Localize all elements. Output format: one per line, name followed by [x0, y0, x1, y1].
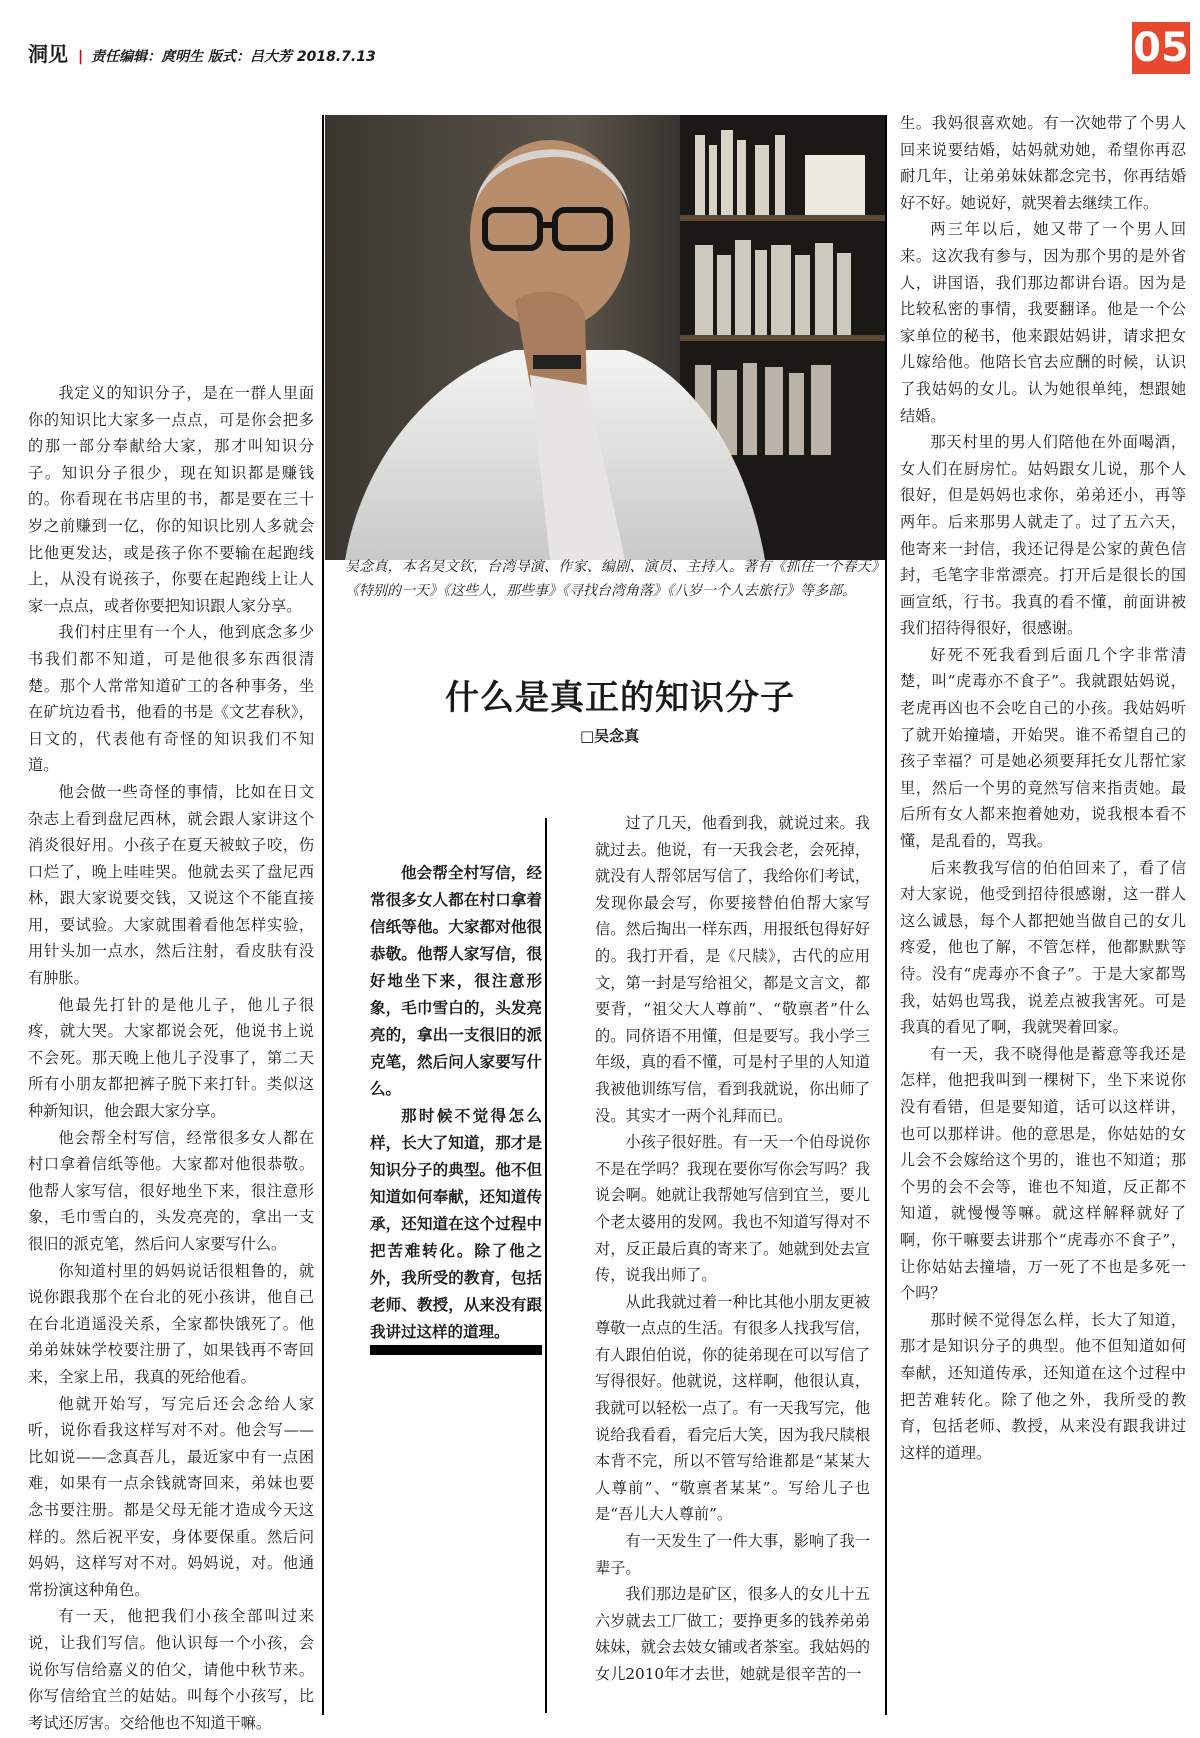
paragraph: 从此我就过着一种比其他小朋友更被尊敬一点点的生活。有很多人找我写信，有人跟伯伯说，你的徒弟现在可以写信了写得很好。他就说，这样啊，他很认真，我就可以轻松一点了。有一天我写完，他说给我看看，看完后大笑，因为我尺牍根本背不完，所以不管写给谁都是“某某大人尊前”、“敬禀者某某”。写给儿子也是“吾儿大人尊前”。: [595, 1292, 870, 1524]
column-divider: [885, 115, 887, 1715]
author-photo: [325, 115, 885, 560]
paragraph: 我们那边是矿区，很多人的女儿十五六岁就去工厂做工；要挣更多的钱养弟弟妹妹，就会去妓女铺或者茶室。我姑妈的女儿2010年才去世，她就是很辛苦的一: [595, 1585, 870, 1683]
paragraph: 两三年以后，她又带了一个男人回来。这次我有参与，因为那个男的是外省人，讲国语，我们那边都讲台语。因为是比较私密的事情，我要翻译。他是一个公家单位的秘书，他来跟姑妈讲，请求把女儿嫁给他。他陪长官去应酬的时候，认识了我姑妈的女儿。认为她很单纯，想跟她结婚。: [900, 220, 1186, 425]
paragraph: 好死不死我看到后面几个字非常清楚，叫“虎毒亦不食子”。我就跟姑妈说，老虎再凶也不会吃自己的小孩。我姑妈听了就开始撞墙，开始哭。谁不希望自己的孩子幸福？可是她必须要拜托女儿帮忙家里，然后一个男的竟然写信来指责她。最后所有女人都来抱着她劝，说我根本看不懂，是乱看的，骂我。: [900, 645, 1186, 851]
paragraph: 那时候不觉得怎么样，长大了知道，那才是知识分子的典型。他不但知道如何奉献，还知道传承，还知道在这个过程中把苦难转化。除了他之外，我所受的教育，包括老师、教授，从来没有跟我讲过这样的道理。: [900, 1310, 1186, 1462]
paragraph: 有一天发生了一件大事，影响了我一辈子。: [595, 1532, 870, 1577]
paragraph: 他会帮全村写信，经常很多女人都在村口拿着信纸等他。大家都对他很恭敬。他帮人家写信，很好地坐下来，很注意形象，毛巾雪白的，头发亮亮的，拿出一支很旧的派克笔，然后问人家要写什么。: [28, 1128, 314, 1253]
paragraph: 生。我妈很喜欢她。有一次她带了个男人回来说要结婚，姑妈就劝她，希望你再忍耐几年，让弟弟妹妹都念完书，你再结婚好不好。她说好，就哭着去继续工作。: [900, 114, 1186, 212]
column-divider: [545, 818, 547, 1713]
header-divider: |: [78, 49, 84, 65]
section-name: 洞见: [28, 42, 68, 66]
page-number: 05: [1132, 22, 1190, 74]
article-author: □吴念真: [580, 727, 640, 745]
article-title: 什么是真正的知识分子: [445, 678, 795, 718]
paragraph: 我们村庄里有一个人，他到底念多少书我们都不知道，可是他很多东西很清楚。那个人常常知道矿工的各种事务，坐在矿坑边看书，他看的书是《文艺春秋》，日文的，代表他有奇怪的知识我们不知道。: [28, 623, 314, 775]
paragraph: 那天村里的男人们陪他在外面喝酒，女人们在厨房忙。姑妈跟女儿说，那个人很好，但是妈妈也求你，弟弟还小，再等两年。后来那男人就走了。过了五六天，他寄来一封信，我还记得是公家的黄色信封，毛笔字非常漂亮。打开后是很长的国画宣纸，行书。我真的看不懂，前面讲被我们招待得很好，很感谢。: [900, 433, 1186, 638]
column-1: [28, 380, 314, 1732]
pull-quote-bar: [370, 1345, 542, 1355]
pull-quote-paragraph: 他会帮全村写信，经常很多女人都在村口拿着信纸等他。大家都对他很恭敬。他帮人家写信，很好地坐下来，很注意形象，毛巾雪白的，头发亮亮的，拿出一支很旧的派克笔，然后问人家要写什么。: [370, 864, 542, 1098]
pull-quote: [370, 860, 542, 1346]
page-header: [28, 38, 376, 67]
paragraph: 他会做一些奇怪的事情，比如在日文杂志上看到盘尼西林，就会跟人家讲这个消炎很好用。小孩子在夏天被蚊子咬，伤口烂了，晚上哇哇哭。他就去买了盘尼西林，跟大家说要交钱，又说这个不能直接用，要试验。大家就围着看他怎样实验，用针头加一点水，然后注射，看皮肤有没有肿胀。: [28, 782, 314, 988]
editor-info: 责任编辑：庹明生 版式：吕大芳 2018.7.13: [91, 49, 376, 65]
column-divider: [322, 115, 324, 1715]
paragraph: 后来教我写信的伯伯回来了，看了信对大家说，他受到招待很感谢，这一群人这么诚恳，每个人都把她当做自己的女儿疼爱，他也了解，不管怎样，他都默默等待。没有“虎毒亦不食子”。于是大家都骂我，姑妈也骂我，说差点被我害死。可是我真的看见了啊，我就哭着回家。: [900, 858, 1186, 1037]
paragraph: 有一天，我不晓得他是蓄意等我还是怎样，他把我叫到一棵树下，坐下来说你没有看错，但是要知道，话可以这样讲，也可以那样讲。他的意思是，你姑姑的女儿会不会嫁给这个男的，谁也不知道；那个男的会不会等，谁也不知道，反正都不知道，就慢慢等嘛。就这样解释就好了啊，你干嘛要去讲那个“虎毒亦不食子”，让你姑姑去撞墙，万一死了不也是多死一个吗？: [900, 1044, 1186, 1303]
paragraph: 我定义的知识分子，是在一群人里面你的知识比大家多一点点，可是你会把多的那一部分奉献给大家，那才叫知识分子。知识分子很少，现在知识都是赚钱的。你看现在书店里的书，都是要在三十岁之前赚到一亿，你的知识比别人多就会比他更发达，或是孩子你不要输在起跑线上，从没有说孩子，你要在起跑线上让人家一点点，或者你要把知识跟人家分享。: [28, 384, 314, 615]
author-portrait-image: [325, 115, 885, 560]
paragraph: 你知道村里的妈妈说话很粗鲁的，就说你跟我那个在台北的死小孩讲，他自己在台北逍遥没关系，全家都快饿死了。他弟弟妹妹学校要注册了，如果钱再不寄回来，全家上吊，我真的死给他看。: [28, 1261, 314, 1386]
paragraph: 他就开始写，写完后还会念给人家听，说你看我这样写对不对。他会写——比如说——念真吾儿，最近家中有一点困难，如果有一点余钱就寄回来，弟妹也要念书要注册。都是父母无能才造成今天这样的。然后祝平安，身体要保重。然后问妈妈，这样写对不对。妈妈说，对。他通常扮演这种角色。: [28, 1394, 314, 1599]
paragraph: 有一天，他把我们小孩全部叫过来说，让我们写信。他认识每一个小孩，会说你写信给嘉义的伯父，请他中秋节来。你写信给宜兰的姑姑。叫每个小孩写，比考试还厉害。交给他也不知道干嘛。: [28, 1607, 314, 1732]
column-3: [595, 810, 870, 1710]
paragraph: 小孩子很好胜。有一天一个伯母说你不是在学吗？我现在要你写你会写吗？我说会啊。她就让我帮她写信到宜兰，要儿个老太婆用的发网。我也不知道写得对不对，反正最后真的寄来了。她就到处去宣传，说我出师了。: [595, 1133, 870, 1285]
pull-quote-paragraph: 那时候不觉得怎么样，长大了知道，那才是知识分子的典型。他不但知道如何奉献，还知道传承，还知道在这个过程中把苦难转化。除了他之外，我所受的教育，包括老师、教授，从来没有跟我讲过这样的道理。: [370, 1107, 542, 1341]
column-4: [900, 110, 1186, 1462]
photo-caption: 吴念真，本名吴文钦，台湾导演、作家、编剧、演员、主持人。著有《抓住一个春天》《特别的一天》《这些人，那些事》《寻找台湾角落》《八岁一个人去旅行》等多部。: [345, 559, 885, 599]
paragraph: 过了几天，他看到我，就说过来。我就过去。他说，有一天我会老，会死掉，就没有人帮邻居写信了，我给你们考试，发现你最会写，你要接替伯伯帮大家写信。然后掏出一样东西，用报纸包得好好的。我打开看，是《尺牍》，古代的应用文，第一封是写给祖父，都是文言文，都要背，“祖父大人尊前”、“敬禀者”什么的。同侪语不用懂，但是要写。我小学三年级，真的看不懂，可是村子里的人知道我被他训练写信，看到我就说，你出师了没。其实才一两个礼拜而已。: [595, 814, 870, 1125]
paragraph: 他最先打针的是他儿子，他儿子很疼，就大哭。大家都说会死，他说书上说不会死。那天晚上他儿子没事了，第二天所有小朋友都把裤子脱下来打针。类似这种新知识，他会跟大家分享。: [28, 995, 314, 1121]
